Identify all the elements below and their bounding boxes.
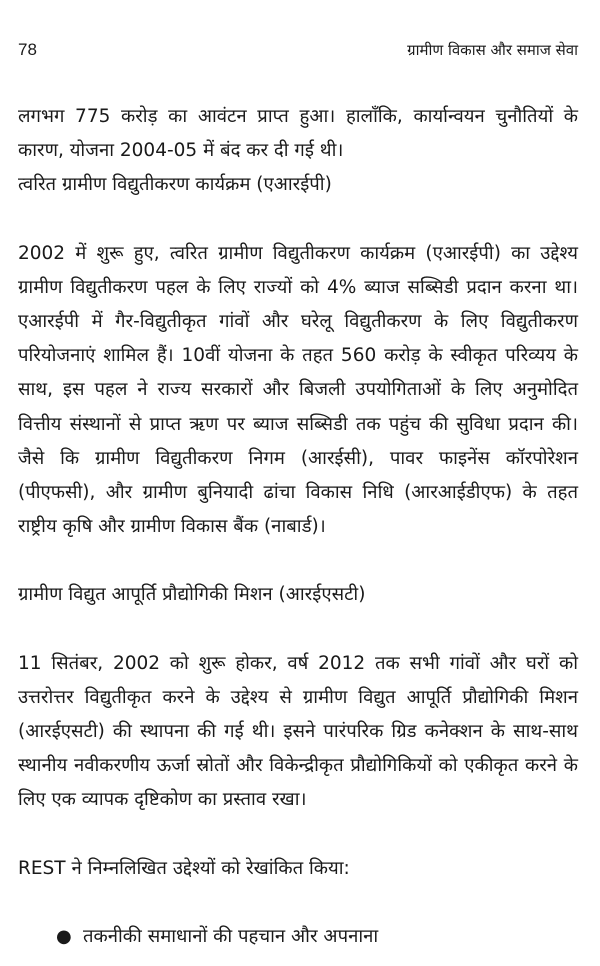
paragraph-continuation: लगभग 775 करोड़ का आवंटन प्राप्त हुआ। हालाँकि, कार्यान्वयन चुनौतियों के कारण, योजना 2004-05 में बंद कर दी गई थी। <box>18 106 578 162</box>
paragraph-rest: 11 सितंबर, 2002 को शुरू होकर, वर्ष 2012 तक सभी गांवों और घरों को उत्तरोत्तर विद्युतीकृत करने के उद्देश्य से ग्रामीण विद्युत आपूर्ति प्रौद्योगिकी मिशन (आरईएसटी) की स्थापना की गई थी। इसने पारंपरिक ग्रिड कनेक्शन के साथ-साथ स्थानीय नवीकरणीय ऊर्जा स्रोतों और विकेन्द्रीकृत प्रौद्योगिकियों को एकीकृत करने के लिए एक व्यापक दृष्टिकोण का प्रस्ताव रखा। <box>18 652 578 811</box>
running-title: ग्रामीण विकास और समाज सेवा <box>407 41 578 59</box>
paragraph-gap <box>18 544 578 578</box>
objectives-list <box>18 920 578 954</box>
section-heading-rest: ग्रामीण विद्युत आपूर्ति प्रौद्योगिकी मिशन (आरईएसटी) <box>18 584 366 606</box>
paragraph-gap <box>18 203 578 237</box>
paragraph-aerp: 2002 में शुरू हुए, त्वरित ग्रामीण विद्युतीकरण कार्यक्रम (एआरईपी) का उद्देश्य ग्रामीण विद्युतीकरण पहल के लिए राज्यों को 4% ब्याज सब्सिडी प्रदान करना था। एआरईपी में गैर-विद्युतीकृत गांवों और घरेलू विद्युतीकरण के लिए विद्युतीकरण परियोजनाएं शामिल हैं। 10वीं योजना के तहत 560 करोड़ के स्वीकृत परिव्यय के साथ, इस पहल ने राज्य सरकारों और बिजली उपयोगिताओं के लिए अनुमोदित वित्तीय संस्थानों से प्राप्त ऋण पर ब्याज सब्सिडी तक पहुंच की सुविधा प्रदान की। जैसे कि ग्रामीण विद्युतीकरण निगम (आरईसी), पावर फाइनेंस कॉरपोरेशन (पीएफसी), और ग्रामीण बुनियादी ढांचा विकास निधि (आरआईडीएफ) के तहत राष्ट्रीय कृषि और ग्रामीण विकास बैंक (नाबार्ड)। <box>18 242 578 538</box>
list-item-text: तकनीकी समाधानों की पहचान और अपनाना <box>83 925 379 947</box>
paragraph-objectives-intro: REST ने निम्नलिखित उद्देश्यों को रेखांकित किया: <box>18 857 350 879</box>
page-body <box>18 100 578 954</box>
section-heading-aerp: त्वरित ग्रामीण विद्युतीकरण कार्यक्रम (एआरईपी) <box>18 174 332 196</box>
page-number: 78 <box>18 40 37 59</box>
paragraph-gap <box>18 886 578 920</box>
paragraph-gap <box>18 818 578 852</box>
bullet-icon: ● <box>56 925 72 947</box>
list-item <box>18 920 578 954</box>
paragraph-gap <box>18 613 578 647</box>
